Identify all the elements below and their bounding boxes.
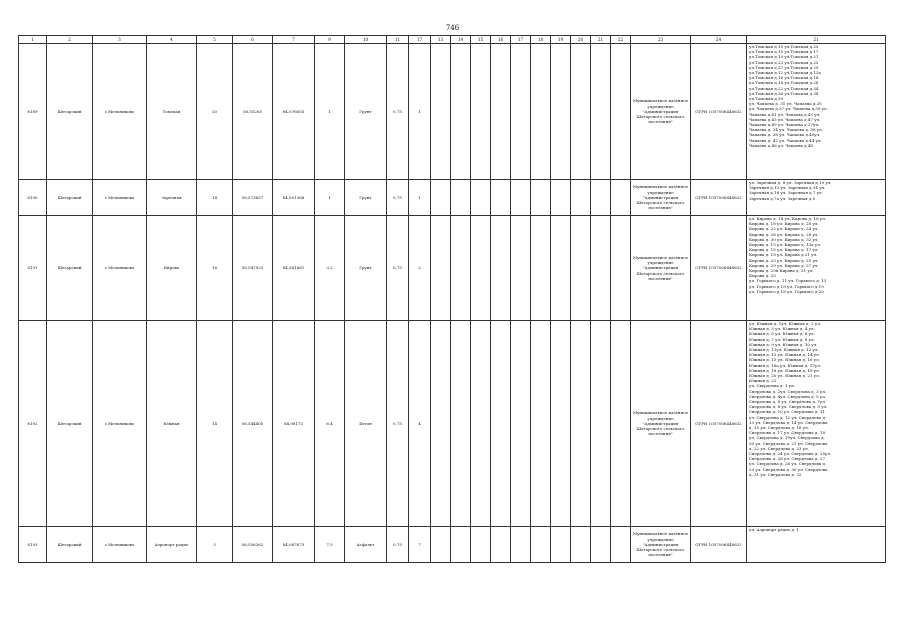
cell-street: Заречная <box>147 180 197 216</box>
address-line: Чапаева д. 38 ул. Чапаева д.40ул. <box>749 132 821 138</box>
cell-surface: Грунт <box>345 44 387 180</box>
header-cell: 23 <box>631 36 691 44</box>
address-line: 29 ул. Свердлова д. 30 ул. Свердлова <box>749 466 828 472</box>
cell-empty <box>451 44 471 180</box>
cell-surface: Грунт <box>345 180 387 216</box>
address-line: Южная д. 9 ул. Южная д. 10 ул. <box>749 341 818 347</box>
header-cell: 22 <box>611 36 631 44</box>
cell-lon: 84,08173 <box>273 321 315 527</box>
cell-settlement: с.Мельниково <box>93 44 147 180</box>
cell-empty <box>571 180 591 216</box>
address-line: Кирова д. 29а Кирова д. 31 ул. <box>749 268 814 274</box>
cell-c12: 1 <box>409 44 431 180</box>
cell-c11: 0,75 <box>387 321 409 527</box>
cell-c12: 7 <box>409 527 431 563</box>
cell-empty <box>511 527 531 563</box>
cell-c12: 4 <box>409 321 431 527</box>
cell-empty <box>551 321 571 527</box>
header-cell: 17 <box>511 36 531 44</box>
address-line: ул. Свердлова д. 28 ул. Свердлова д. <box>749 461 827 467</box>
cell-empty <box>611 44 631 180</box>
address-line: Южная д. 18 ул. Южная д. 19 ул. <box>749 367 820 373</box>
cell-owner: Муниципальное казённое учреждение "Администрация Шегарского сельского поселения" <box>631 44 691 180</box>
cell-ogrn: ОГРН 1057006448632 <box>691 321 747 527</box>
cell-empty <box>451 216 471 321</box>
address-line: ул.Томская д.39 <box>749 96 784 102</box>
cell-empty <box>451 321 471 527</box>
cell-width: 20 <box>197 44 233 180</box>
address-line: ул. Свердлова д. 12 ул. Свердлова д. <box>749 414 827 420</box>
cell-width: 16 <box>197 216 233 321</box>
cell-empty <box>471 321 491 527</box>
address-line: ул.Томская д.19 ул.Томская д.21 <box>749 54 819 60</box>
header-cell: 2 <box>47 36 93 44</box>
cell-surface: Асфальт <box>345 527 387 563</box>
cell-empty <box>471 44 491 180</box>
cell-width: 14 <box>197 321 233 527</box>
cell-district: Шегарский <box>47 527 93 563</box>
cell-empty <box>511 321 531 527</box>
cell-lon: 84,001368 <box>273 180 315 216</box>
table-row <box>19 180 886 216</box>
address-line: ул. Чапаева д. 31 ул. Чапаева д.35 <box>749 101 822 107</box>
cell-street: Кирова <box>147 216 197 321</box>
cell-empty <box>571 527 591 563</box>
cell-empty <box>531 216 551 321</box>
cell-c11: 0,75 <box>387 180 409 216</box>
address-line: д. 15 ул. Свердлова д. 16 ул. <box>749 425 809 431</box>
address-line: Кирова д. 30 ул. Кирова д. 32 ул. <box>749 236 819 242</box>
cell-empty <box>531 180 551 216</box>
cell-settlement: с.Мельниково <box>93 180 147 216</box>
cell-c12: 1 <box>409 180 431 216</box>
cell-lat: 56,573657 <box>233 180 273 216</box>
cell-length: 6,4 <box>315 321 345 527</box>
cell-ogrn: ОГРН 1057006448632 <box>691 216 747 321</box>
cell-empty <box>531 527 551 563</box>
cell-empty <box>611 216 631 321</box>
cell-num: 8193 <box>19 527 47 563</box>
cell-empty <box>551 527 571 563</box>
cell-empty <box>431 216 451 321</box>
address-line: ул.Томская д.16 ул.Томская д.16 <box>749 75 819 81</box>
address-line: Чапаева д.46 ул. Чапаева д.48 <box>749 142 813 148</box>
cell-empty <box>591 180 611 216</box>
address-line: д. 22 ул. Свердлова д. 23 ул. <box>749 445 809 451</box>
address-line: ул. Заречная д. 8 ул. Заречная д.10 ул. <box>749 180 832 185</box>
address-line: Кирова д. 29 ул. Кирова д. 27 ул. <box>749 262 819 268</box>
header-row <box>19 36 886 44</box>
road-register-table <box>18 35 886 563</box>
cell-lat: 56,547925 <box>233 216 273 321</box>
cell-settlement: с.Мельниково <box>93 321 147 527</box>
cell-ogrn: ОГРН 1057006448632 <box>691 44 747 180</box>
cell-num: 8192 <box>19 321 47 527</box>
cell-length: 1 <box>315 180 345 216</box>
cell-num: 8191 <box>19 216 47 321</box>
cell-empty <box>511 216 531 321</box>
cell-district: Шегарский <box>47 44 93 180</box>
cell-empty <box>511 180 531 216</box>
header-cell: 24 <box>691 36 747 44</box>
address-line: Свердлова д. 26 ул. Свердлова д. 27 <box>749 456 826 462</box>
cell-empty <box>551 44 571 180</box>
address-line: Чапаева д.45 ул. Чапаева д.47 ул. <box>749 116 821 122</box>
header-cell: 21 <box>747 36 886 44</box>
cell-empty <box>491 44 511 180</box>
address-line: Южная д. 7 ул. Южная д. 8 ул. <box>749 336 815 342</box>
table-row <box>19 216 886 321</box>
cell-addresses <box>747 321 886 527</box>
cell-empty <box>431 527 451 563</box>
cell-c11: 0,75 <box>387 527 409 563</box>
cell-width: 3 <box>197 527 233 563</box>
address-line: Заречная д.12 ул. Заречная д.14 ул. <box>749 185 826 191</box>
address-line: ул. Кирова д. 14 ул. Кирова д. 16 ул. <box>749 216 827 221</box>
header-cell: 10 <box>345 36 387 44</box>
cell-addresses <box>747 216 886 321</box>
cell-owner: Муниципальное казённое учреждение "Администрация Шегарского сельского поселения" <box>631 527 691 563</box>
address-line: ул. Свердлова д. 19ул. Свердлова д. <box>749 435 825 441</box>
cell-empty <box>511 44 531 180</box>
table-row <box>19 321 886 527</box>
cell-owner: Муниципальное казённое учреждение "Администрация Шегарского сельского поселения" <box>631 180 691 216</box>
header-cell: 19 <box>551 36 571 44</box>
cell-empty <box>491 321 511 527</box>
address-line: ул.Томская д.12 ул.Томская д.12а <box>749 70 821 76</box>
cell-addresses <box>747 180 886 216</box>
cell-empty <box>471 180 491 216</box>
address-line: Кирова д. 19 ул. Кирова д.21 ул. <box>749 252 818 258</box>
cell-empty <box>491 527 511 563</box>
address-line: Свердлова д. 4ул. Свердлова д. 5 ул. <box>749 393 827 399</box>
address-line: Чапаева д.41 ул. Чапаева д.43 ул. <box>749 111 821 117</box>
address-line: Свердлова д. 6 ул. Свердлова д. 7ул. <box>749 399 827 405</box>
header-cell: 13 <box>431 36 451 44</box>
cell-c11: 0,75 <box>387 44 409 180</box>
table-row <box>19 44 886 180</box>
address-line: ул. Аэропорт радио д. 1 <box>749 527 800 532</box>
cell-empty <box>591 216 611 321</box>
header-cell: 5 <box>197 36 233 44</box>
cell-length: 1 <box>315 44 345 180</box>
header-cell: 15 <box>471 36 491 44</box>
cell-empty <box>571 44 591 180</box>
header-cell: 9 <box>315 36 345 44</box>
cell-length: 7,5 <box>315 527 345 563</box>
cell-empty <box>431 180 451 216</box>
address-line: Южная д. 11ул. Южная д. 12 ул. <box>749 347 819 353</box>
cell-settlement: с.Мельниково <box>93 527 147 563</box>
address-line: Южная д. 15 ул. Южная д. 16 ул. <box>749 357 820 363</box>
cell-empty <box>491 216 511 321</box>
cell-width: 14 <box>197 180 233 216</box>
cell-district: Шегарский <box>47 180 93 216</box>
cell-empty <box>531 44 551 180</box>
cell-empty <box>591 321 611 527</box>
address-line: ул.Томская д.22 ул.Томская д.34 <box>749 85 819 91</box>
address-line: 13 ул. Свердлова д. 14 ул. Свердлова <box>749 419 828 425</box>
cell-empty <box>571 321 591 527</box>
address-line: д. 31 ул. Свердлова д. 32 <box>749 471 802 477</box>
cell-c11: 0,75 <box>387 216 409 321</box>
address-line: Кирова д. 18 ул. Кирова д. 20 ул. <box>749 221 819 227</box>
address-line: Южная д. 16а ул. Южная д. 17ул. <box>749 362 822 368</box>
cell-addresses <box>747 527 886 563</box>
address-line: ул.Томская д.36 ул.Томская д.38 <box>749 90 819 96</box>
address-line: Кирова д. 26 ул. Кирова д. 28 ул. <box>749 231 819 237</box>
address-line: Кирова д. 23 ул. Кирова д. 25 ул. <box>749 257 819 263</box>
address-line: ул.Томская д.10 ул.Томская д.23 <box>749 44 819 49</box>
address-line: Свердлова д. 10 ул. Свердлова д. 11 <box>749 409 826 415</box>
cell-owner: Муниципальное казённое учреждение "Администрация Шегарского сельского поселения" <box>631 216 691 321</box>
cell-length: 3,2 <box>315 216 345 321</box>
cell-surface: Бетон <box>345 321 387 527</box>
header-cell: 18 <box>531 36 551 44</box>
address-line: Кирова д. 22 ул. Кирова д. 24 ул. <box>749 226 819 232</box>
address-line: Кирова д. 15 ул. Кирова д. 17 ул. <box>749 247 819 253</box>
address-line: Свердлова д. 2ул. Свердлова д. 3 ул. <box>749 388 827 394</box>
cell-empty <box>491 180 511 216</box>
header-cell: 4 <box>147 36 197 44</box>
address-line: Южная д. 20 ул. Южная д. 21 ул. <box>749 373 820 379</box>
cell-empty <box>451 180 471 216</box>
cell-lon: 84,087673 <box>273 527 315 563</box>
cell-ogrn: ОГРН 1057006448632 <box>691 180 747 216</box>
cell-ogrn: ОГРН 1057006448632 <box>691 527 747 563</box>
header-cell: 14 <box>451 36 471 44</box>
header-cell: 11 <box>387 36 409 44</box>
address-line: Кирова д. 33 <box>749 273 776 279</box>
cell-empty <box>431 321 451 527</box>
cell-num: 8190 <box>19 180 47 216</box>
address-line: Чапаева д. 42 ул. Чапаева д.44 ул. <box>749 137 822 143</box>
address-line: ул.Томская д.15 ул.Томская д.17 <box>749 49 819 55</box>
header-cell: 7 <box>273 36 315 44</box>
address-line: Южная д. 3 ул. Южная д. 4 ул. <box>749 326 815 332</box>
cell-empty <box>611 321 631 527</box>
address-line: Свердлова д. 8 ул. Свердлова д. 9 ул. <box>749 404 828 410</box>
address-line: Заречная д.16 ул. Заречная д.7 ул. <box>749 190 823 196</box>
address-line: ул. Чапаева д.37 ул. Чапаева д.39 ул. <box>749 106 828 112</box>
cell-street: Южная <box>147 321 197 527</box>
cell-empty <box>591 44 611 180</box>
cell-settlement: с.Мельниково <box>93 216 147 321</box>
cell-owner: Муниципальное казённое учреждение "Администрация Шегарского сельского поселения" <box>631 321 691 527</box>
cell-empty <box>551 180 571 216</box>
address-line: 20 ул. Свердлова д. 21 ул. Свердлова <box>749 440 828 446</box>
cell-addresses <box>747 44 886 180</box>
cell-street: Аэропорт радио <box>147 527 197 563</box>
header-cell: 20 <box>571 36 591 44</box>
address-line: ул.Томская д.27 ул.Томская д.29 <box>749 64 819 70</box>
header-cell: 1 <box>19 36 47 44</box>
cell-lat: 56,544405 <box>233 321 273 527</box>
cell-c12: 2 <box>409 216 431 321</box>
header-cell: 3 <box>93 36 147 44</box>
cell-surface: Грунт <box>345 216 387 321</box>
cell-empty <box>531 321 551 527</box>
address-line: Южная д. 22 <box>749 378 777 384</box>
cell-lon: 84,076655 <box>273 44 315 180</box>
cell-empty <box>431 44 451 180</box>
address-line: Заречная д.7а ул. Заречная д.5 <box>749 195 816 201</box>
address-line: ул. Горького д. 11 ул. Горького д. 13 <box>749 278 827 284</box>
header-cell: 21 <box>591 36 611 44</box>
address-line: ул. Горького д.15 ул. Горького д.19 <box>749 283 824 289</box>
address-line: Свердлова д. 17 ул. Свердлова д. 18 <box>749 430 826 436</box>
page-number: 746 <box>445 24 460 32</box>
cell-empty <box>471 216 491 321</box>
cell-lon: 84,081661 <box>273 216 315 321</box>
cell-empty <box>591 527 611 563</box>
cell-num: 8189 <box>19 44 47 180</box>
address-line: Кирова д. 13 ул. Кирова д. 13а ул. <box>749 242 821 248</box>
cell-district: Шегарский <box>47 216 93 321</box>
address-line: ул. Южная д. 1ул. Южная д. 2 ул. <box>749 321 822 326</box>
cell-lat: 56,556362 <box>233 527 273 563</box>
cell-street: Томская <box>147 44 197 180</box>
cell-empty <box>551 216 571 321</box>
cell-empty <box>451 527 471 563</box>
cell-empty <box>611 180 631 216</box>
header-cell: 17 <box>409 36 431 44</box>
address-line: Чапаева д. 34 ул. Чапаева д. 36 ул. <box>749 127 823 133</box>
cell-lat: 56,55285 <box>233 44 273 180</box>
cell-empty <box>611 527 631 563</box>
address-line: Южная д. 13 ул. Южная д. 14 ул. <box>749 352 820 358</box>
cell-district: Шегарский <box>47 321 93 527</box>
header-cell: 6 <box>233 36 273 44</box>
address-line: Южная д. 5 ул. Южная д. 6 ул. <box>749 331 815 337</box>
address-line: ул.Томская д.18 ул.Томская д.26 <box>749 80 819 86</box>
cell-empty <box>571 216 591 321</box>
address-line: Свердлова д. 24 ул. Свердлова д. 25ул. <box>749 451 832 457</box>
cell-empty <box>471 527 491 563</box>
address-line: ул. Горького д.18 ул. Горького д.20 <box>749 288 824 294</box>
address-line: ул. Свердлова д. 1 ул. <box>749 383 795 389</box>
table-row <box>19 527 886 563</box>
header-cell: 16 <box>491 36 511 44</box>
address-line: Чапаева д.49 ул. Чапаева д.27ул. <box>749 122 820 128</box>
address-line: ул.Томская д.23 ул.Томская д.25 <box>749 59 819 65</box>
